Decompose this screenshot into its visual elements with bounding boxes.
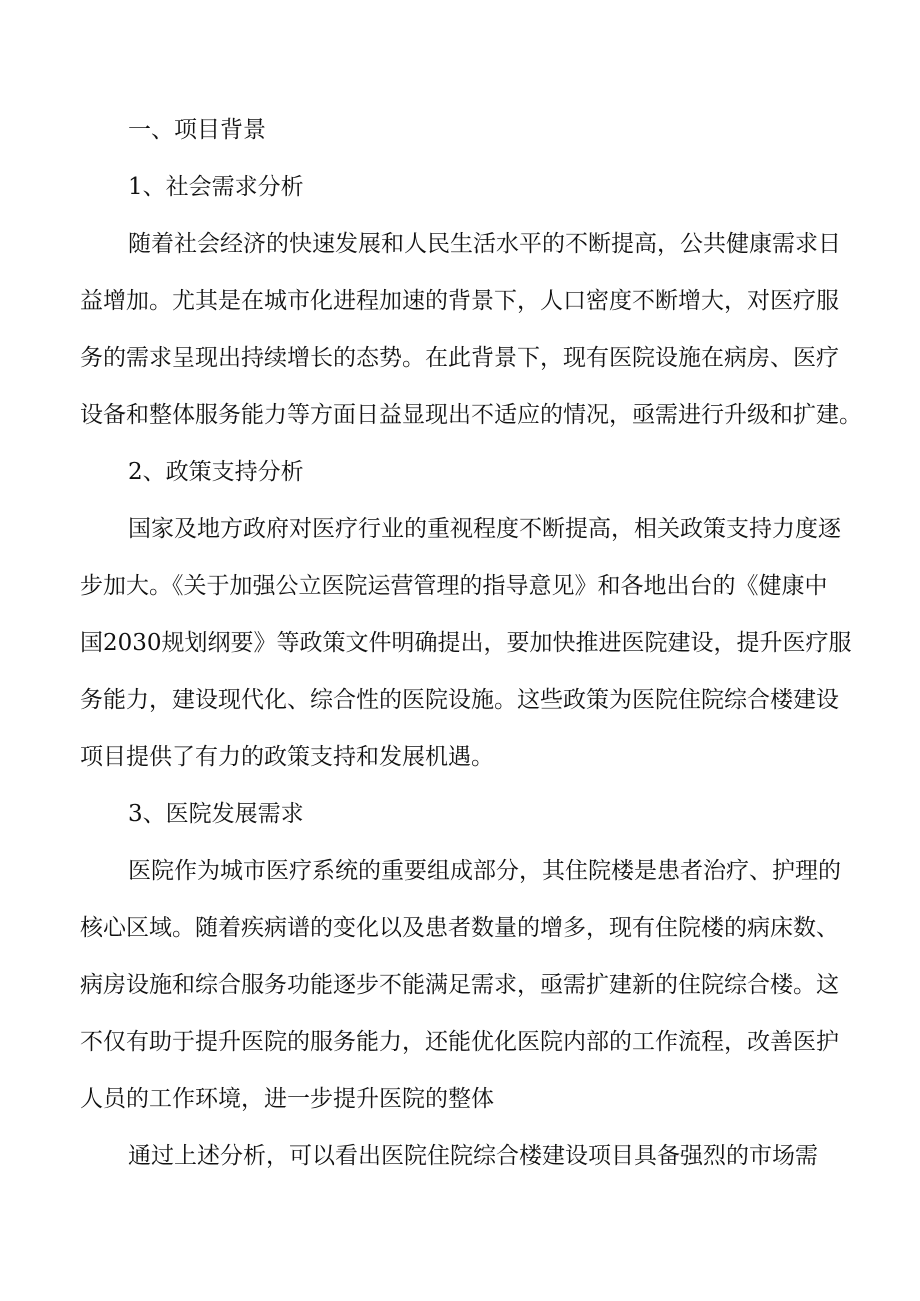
paragraph-line: 随着社会经济的快速发展和人民生活水平的不断提高，公共健康需求日 bbox=[128, 231, 841, 257]
paragraph-line: 步加大。《关于加强公立医院运营管理的指导意见》和各地出台的《健康中 bbox=[80, 573, 828, 599]
paragraph-line: 通过上述分析，可以看出医院住院综合楼建设项目具备强烈的市场需 bbox=[128, 1143, 818, 1169]
paragraph-line: 设备和整体服务能力等方面日益显现出不适应的情况，亟需进行升级和扩建。 bbox=[80, 402, 862, 428]
paragraph-line: 国2030规划纲要》等政策文件明确提出，要加快推进医院建设，提升医疗服 bbox=[80, 630, 852, 656]
paragraph-policy-support bbox=[80, 501, 852, 786]
subsection-heading-1: 1、社会需求分析 bbox=[128, 174, 304, 200]
subsection-heading-2: 2、政策支持分析 bbox=[128, 459, 304, 485]
paragraph-line: 核心区域。随着疾病谱的变化以及患者数量的增多，现有住院楼的病床数、 bbox=[80, 915, 839, 941]
paragraph-line: 国家及地方政府对医疗行业的重视程度不断提高，相关政策支持力度逐 bbox=[128, 516, 841, 542]
subsection-heading-3: 3、医院发展需求 bbox=[128, 801, 304, 827]
paragraph-conclusion bbox=[80, 1128, 840, 1185]
paragraph-line: 务的需求呈现出持续增长的态势。在此背景下，现有医院设施在病房、医疗 bbox=[80, 345, 839, 371]
paragraph-hospital-development bbox=[80, 843, 840, 1128]
paragraph-line: 务能力，建设现代化、综合性的医院设施。这些政策为医院住院综合楼建设 bbox=[80, 687, 839, 713]
paragraph-line: 益增加。尤其是在城市化进程加速的背景下，人口密度不断增大，对医疗服 bbox=[80, 288, 839, 314]
paragraph-line: 项目提供了有力的政策支持和发展机遇。 bbox=[80, 744, 494, 770]
paragraph-social-demand bbox=[80, 216, 862, 444]
section-title: 一、项目背景 bbox=[128, 117, 266, 143]
paragraph-line: 不仅有助于提升医院的服务能力，还能优化医院内部的工作流程，改善医护 bbox=[80, 1029, 839, 1055]
paragraph-line: 病房设施和综合服务功能逐步不能满足需求，亟需扩建新的住院综合楼。这 bbox=[80, 972, 839, 998]
paragraph-line: 人员的工作环境，进一步提升医院的整体 bbox=[80, 1086, 494, 1112]
paragraph-line: 医院作为城市医疗系统的重要组成部分，其住院楼是患者治疗、护理的 bbox=[128, 858, 841, 884]
